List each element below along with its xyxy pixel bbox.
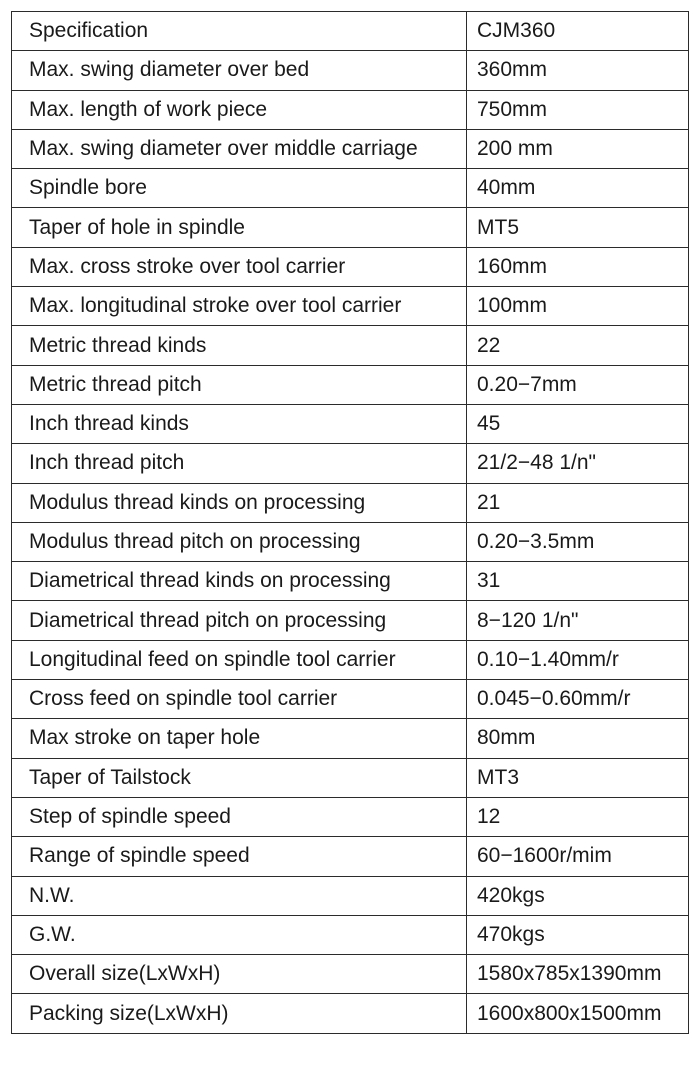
spec-label-cell: Max. swing diameter over middle carriage — [12, 129, 467, 168]
spec-label-cell: Max. length of work piece — [12, 90, 467, 129]
table-row — [12, 797, 689, 836]
spec-value-cell: 80mm — [467, 719, 689, 758]
table-row — [12, 876, 689, 915]
spec-value-cell: 22 — [467, 326, 689, 365]
spec-label-cell: Step of spindle speed — [12, 797, 467, 836]
table-row — [12, 287, 689, 326]
table-row — [12, 365, 689, 404]
spec-value-cell: CJM360 — [467, 12, 689, 51]
table-row — [12, 404, 689, 443]
spec-label-cell: Packing size(LxWxH) — [12, 994, 467, 1033]
spec-label-cell: Diametrical thread kinds on processing — [12, 562, 467, 601]
table-row — [12, 837, 689, 876]
table-row — [12, 758, 689, 797]
table-row — [12, 915, 689, 954]
spec-value-cell: 470kgs — [467, 915, 689, 954]
spec-value-cell: 0.20−3.5mm — [467, 522, 689, 561]
spec-label-cell: Max. swing diameter over bed — [12, 51, 467, 90]
spec-value-cell: 100mm — [467, 287, 689, 326]
spec-label-cell: Max. longitudinal stroke over tool carrier — [12, 287, 467, 326]
spec-label-cell: Metric thread kinds — [12, 326, 467, 365]
table-row — [12, 444, 689, 483]
spec-value-cell: 45 — [467, 404, 689, 443]
table-row — [12, 601, 689, 640]
specification-table-body — [12, 12, 689, 1034]
table-row — [12, 994, 689, 1033]
spec-label-cell: Specification — [12, 12, 467, 51]
table-row — [12, 483, 689, 522]
table-row — [12, 90, 689, 129]
spec-value-cell: 21 — [467, 483, 689, 522]
spec-value-cell: 360mm — [467, 51, 689, 90]
spec-label-cell: Cross feed on spindle tool carrier — [12, 680, 467, 719]
spec-value-cell: 420kgs — [467, 876, 689, 915]
spec-label-cell: G.W. — [12, 915, 467, 954]
spec-value-cell: 1600x800x1500mm — [467, 994, 689, 1033]
spec-value-cell: 12 — [467, 797, 689, 836]
spec-label-cell: Taper of Tailstock — [12, 758, 467, 797]
table-row — [12, 208, 689, 247]
specification-table — [11, 11, 689, 1034]
table-row — [12, 640, 689, 679]
spec-label-cell: Metric thread pitch — [12, 365, 467, 404]
table-row — [12, 169, 689, 208]
spec-label-cell: Max stroke on taper hole — [12, 719, 467, 758]
table-row — [12, 247, 689, 286]
spec-value-cell: 0.20−7mm — [467, 365, 689, 404]
table-row — [12, 562, 689, 601]
spec-value-cell: 160mm — [467, 247, 689, 286]
spec-value-cell: 40mm — [467, 169, 689, 208]
spec-label-cell: Spindle bore — [12, 169, 467, 208]
spec-value-cell: 0.045−0.60mm/r — [467, 680, 689, 719]
table-row — [12, 12, 689, 51]
spec-value-cell: 1580x785x1390mm — [467, 955, 689, 994]
spec-label-cell: Taper of hole in spindle — [12, 208, 467, 247]
spec-label-cell: Modulus thread pitch on processing — [12, 522, 467, 561]
spec-value-cell: 21/2−48 1/n" — [467, 444, 689, 483]
spec-value-cell: 0.10−1.40mm/r — [467, 640, 689, 679]
table-row — [12, 51, 689, 90]
table-row — [12, 680, 689, 719]
spec-value-cell: 60−1600r/mim — [467, 837, 689, 876]
spec-label-cell: Inch thread kinds — [12, 404, 467, 443]
spec-value-cell: MT5 — [467, 208, 689, 247]
spec-label-cell: Modulus thread kinds on processing — [12, 483, 467, 522]
table-row — [12, 326, 689, 365]
spec-value-cell: 750mm — [467, 90, 689, 129]
table-row — [12, 955, 689, 994]
table-row — [12, 719, 689, 758]
spec-label-cell: Range of spindle speed — [12, 837, 467, 876]
spec-label-cell: Diametrical thread pitch on processing — [12, 601, 467, 640]
spec-label-cell: N.W. — [12, 876, 467, 915]
spec-label-cell: Inch thread pitch — [12, 444, 467, 483]
table-row — [12, 129, 689, 168]
spec-label-cell: Longitudinal feed on spindle tool carrier — [12, 640, 467, 679]
spec-label-cell: Overall size(LxWxH) — [12, 955, 467, 994]
spec-value-cell: 200 mm — [467, 129, 689, 168]
spec-label-cell: Max. cross stroke over tool carrier — [12, 247, 467, 286]
table-row — [12, 522, 689, 561]
spec-value-cell: MT3 — [467, 758, 689, 797]
spec-value-cell: 31 — [467, 562, 689, 601]
spec-value-cell: 8−120 1/n" — [467, 601, 689, 640]
